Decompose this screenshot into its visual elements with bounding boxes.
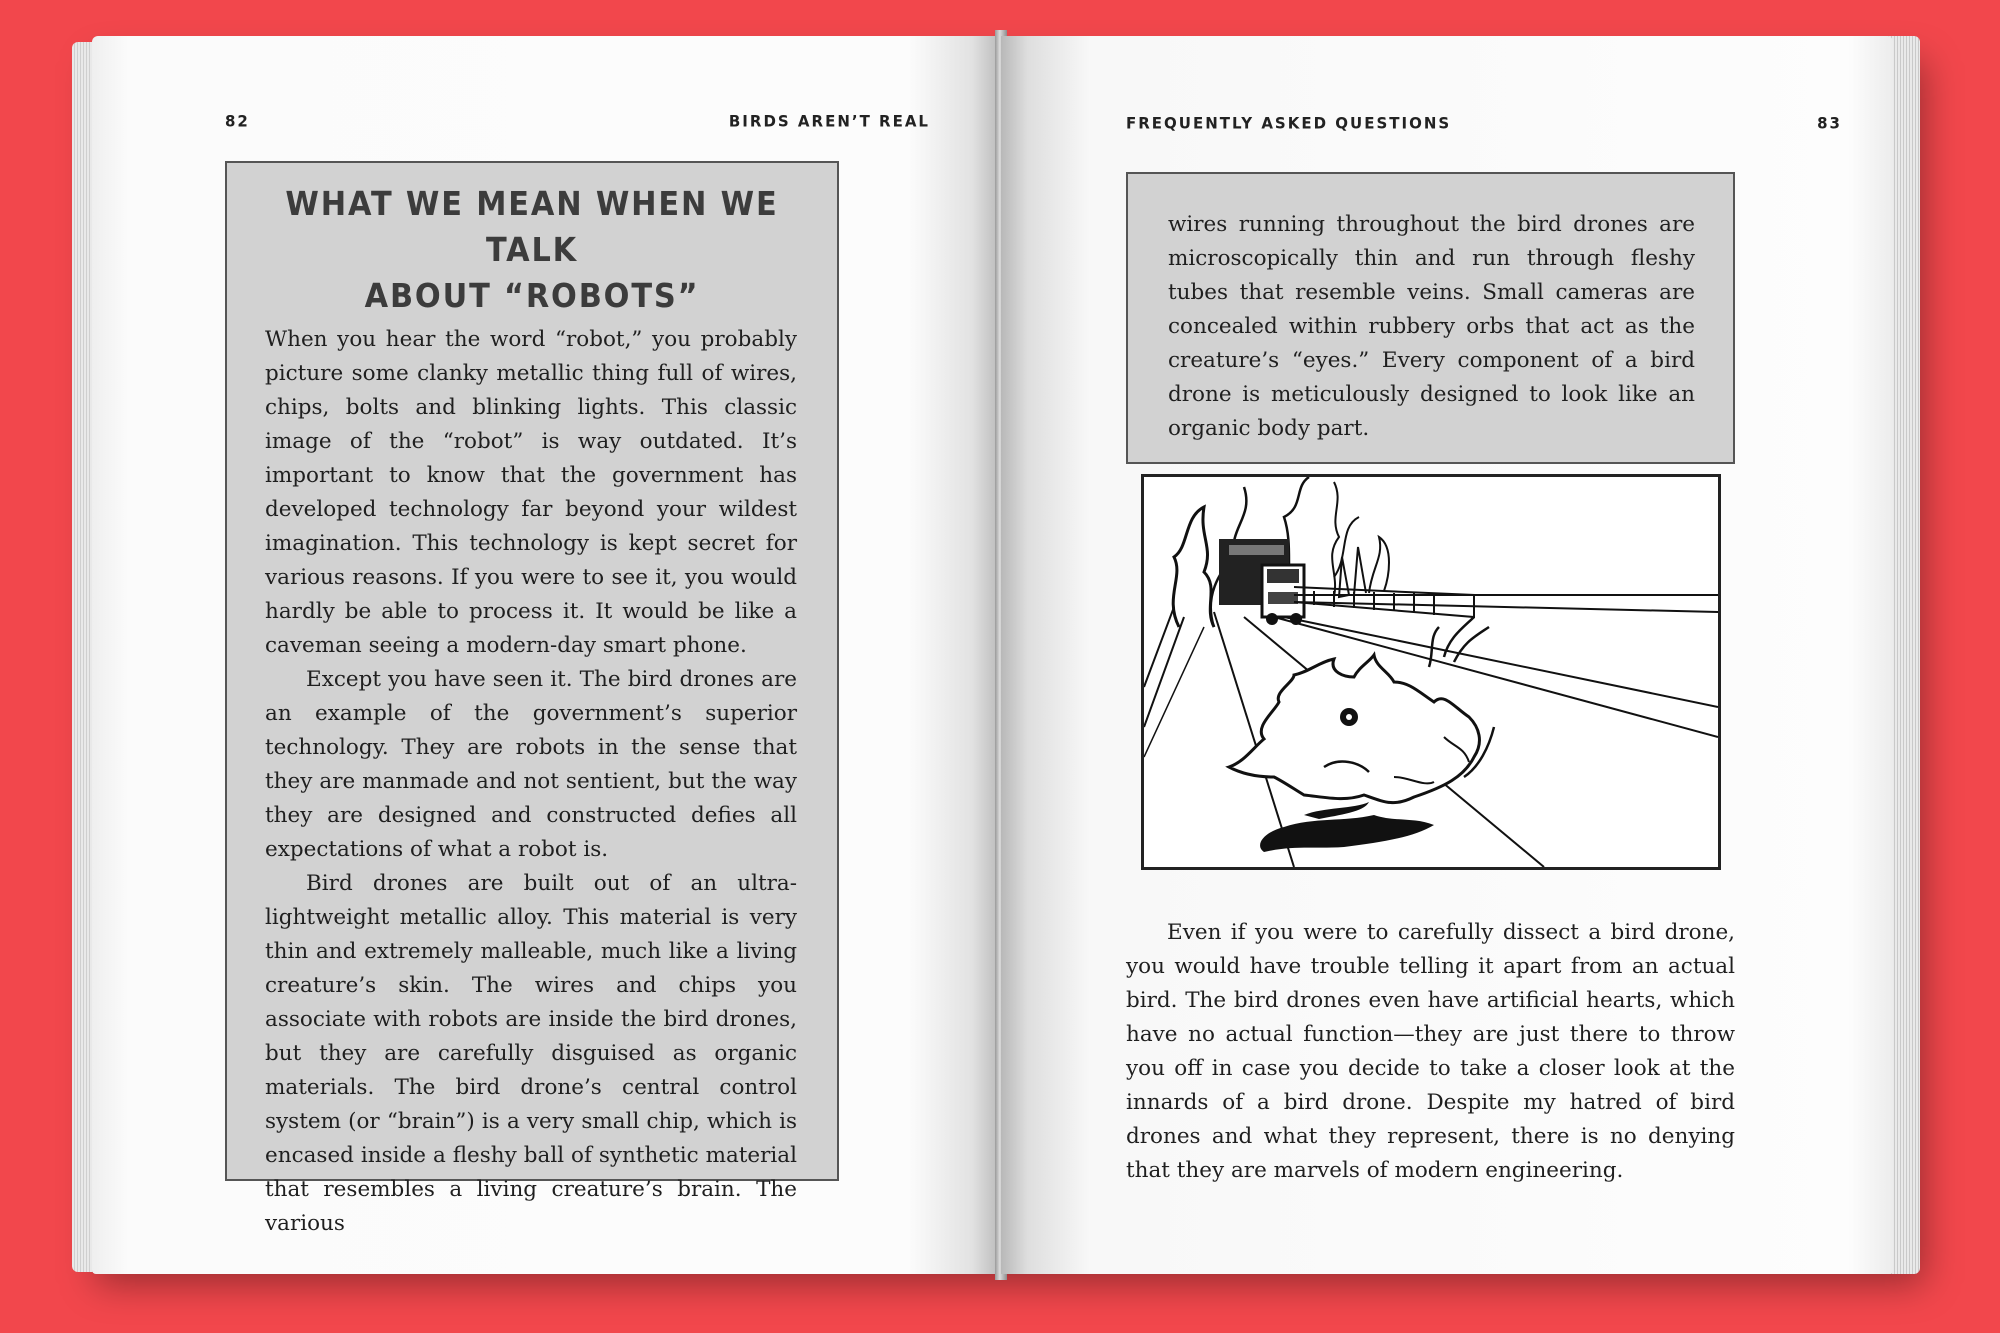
right-running-head: FREQUENTLY ASKED QUESTIONS <box>1126 113 1452 133</box>
right-body-paragraph: Even if you were to carefully dissect a bird drone, you would have trouble telling it apart from an actual bird. The bird drones even have artificial hearts, which have no actual function—they are just there to throw you off in case you decide to take a closer look at the innards of a bird drone. Despite my hatred of bird drones and what they represent, there is no denying that they are marvels of modern engineering. <box>1126 920 1735 1183</box>
left-page <box>92 36 999 1274</box>
sidebar-continued-text: wires running throughout the bird drones are microscopically thin and run through fleshy tubes that resemble veins. Small cameras are concealed within rubbery orbs that act as the creature’s “eyes.” Every component of a bird drone is meticulously designed to look like an organic body part. <box>1168 212 1695 441</box>
robots-sidebar <box>225 161 839 1236</box>
sidebar-paragraph-1: When you hear the word “robot,” you probably picture some clanky metallic thing full of wires, chips, bolts and blinking lights. This classic image of the “robot” is way outdated. It’s important to know that the government has developed technology far beyond your wildest imagination. This technology is kept secret for various reasons. If you were to see it, you would hardly be able to process it. It would be like a caveman seeing a modern-day smart phone. <box>265 327 797 658</box>
left-page-number: 82 <box>225 111 250 131</box>
sidebar-title <box>251 181 812 319</box>
sidebar-body <box>227 323 837 1241</box>
sidebar-paragraph-3: Bird drones are built out of an ultra-lightweight metallic alloy. This material is very thin and extremely malleable, much like a living creature’s skin. The wires and chips you associate with robots are inside the bird drones, but they are carefully disguised as organic materials. The bird drone’s central control system (or “brain”) is a very small chip, which is encased inside a fleshy ball of synthetic material that resembles a living creature’s brain. The various <box>265 871 797 1236</box>
right-page <box>1001 36 1893 1274</box>
sidebar-title-line-1: WHAT WE MEAN WHEN WE TALK <box>285 184 779 269</box>
sidebar-continued <box>1126 172 1735 464</box>
right-body-text <box>1126 916 1735 1188</box>
sidebar-title-line-2: ABOUT “ROBOTS” <box>364 276 700 315</box>
roadkill-bird-drone-illustration <box>1141 474 1721 870</box>
left-running-head: BIRDS AREN’T REAL <box>728 111 930 131</box>
illustration-drawing <box>1144 477 1718 867</box>
sidebar-paragraph-2: Except you have seen it. The bird drones are an example of the government’s superior technology. They are robots in the sense that they are manmade and not sentient, but the way they are designed and constructed defies all expectations of what a robot is. <box>265 667 797 862</box>
right-page-number: 83 <box>1817 113 1842 133</box>
